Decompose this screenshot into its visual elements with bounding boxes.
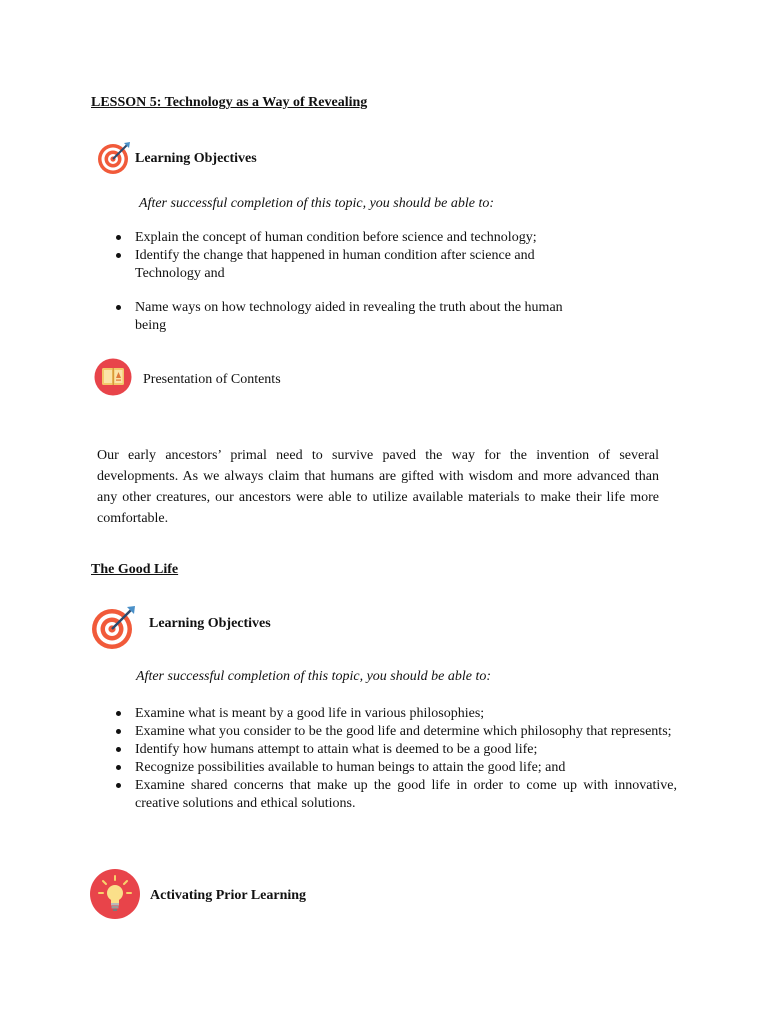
lesson-title: LESSON 5: Technology as a Way of Revealing — [91, 95, 368, 110]
list-item: Explain the concept of human condition before science and technology; — [109, 229, 579, 247]
learning-objectives-heading-1: Learning Objectives — [135, 151, 257, 166]
section-title-good-life: The Good Life — [91, 562, 179, 577]
objectives-list-2 — [109, 705, 677, 813]
book-icon — [94, 358, 132, 396]
target-icon — [90, 603, 138, 651]
objectives-intro-1: After successful completion of this topic, you should be able to: — [139, 196, 494, 211]
list-item: Identify the change that happened in human condition after science and Technology and — [109, 247, 579, 283]
list-item: Recognize possibilities available to human beings to attain the good life; and — [109, 759, 677, 777]
content-paragraph: Our early ancestors’ primal need to survive paved the way for the invention of several developments. As we always claim that humans are gifted with wisdom and more advanced than any other creatures, our ancestors were able to utilize available materials to make their life more comfortable. — [97, 448, 659, 526]
list-item: Identify how humans attempt to attain what is deemed to be a good life; — [109, 741, 677, 759]
list-item: Examine what is meant by a good life in various philosophies; — [109, 705, 677, 723]
presentation-of-contents-heading: Presentation of Contents — [143, 372, 281, 387]
objectives-list-1 — [109, 229, 579, 335]
list-item: Name ways on how technology aided in revealing the truth about the human being — [109, 299, 579, 335]
target-icon — [96, 140, 132, 176]
activating-prior-learning-heading: Activating Prior Learning — [150, 888, 307, 903]
learning-objectives-heading-2: Learning Objectives — [149, 616, 271, 631]
lightbulb-icon — [89, 868, 141, 920]
list-item: Examine what you consider to be the good life and determine which philosophy that represents; — [109, 723, 677, 741]
list-item: Examine shared concerns that make up the good life in order to come up with innovative, creative solutions and ethical solutions. — [109, 777, 677, 813]
objectives-intro-2: After successful completion of this topic, you should be able to: — [136, 669, 491, 684]
